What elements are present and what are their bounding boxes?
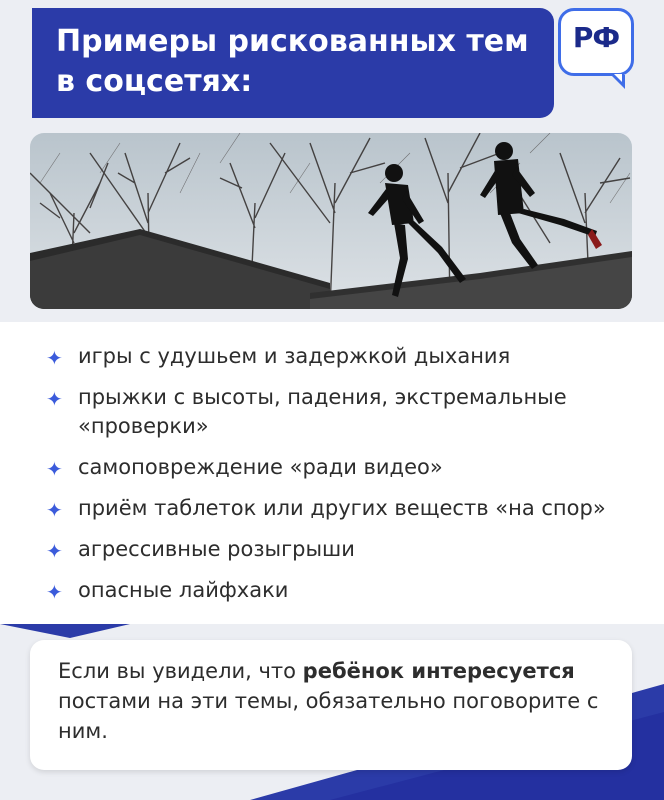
- rf-logo: [558, 8, 634, 76]
- star-bullet-icon: ✦: [46, 457, 63, 481]
- list-item: [0, 494, 664, 523]
- photo-image: [30, 133, 632, 309]
- advice-text: [58, 656, 618, 746]
- rf-logo-text: РФ: [572, 21, 620, 54]
- title-banner: [32, 8, 554, 118]
- list-item-text: прыжки с высоты, падения, экстремальные «проверки»: [78, 385, 567, 438]
- speech-bubble-tail-inner: [614, 74, 622, 82]
- star-bullet-icon: ✦: [46, 346, 63, 370]
- list-item: [0, 576, 664, 605]
- advice-text-end: постами на эти темы, обязательно поговорите с ним.: [58, 689, 599, 743]
- list-item: [0, 342, 664, 371]
- list-item-text: игры с удушьем и задержкой дыхания: [78, 344, 511, 368]
- risky-topics-list: [0, 342, 664, 617]
- advice-card: [30, 640, 632, 770]
- list-item-text: агрессивные розыгрыши: [78, 537, 355, 561]
- list-item: [0, 453, 664, 482]
- list-item-text: приём таблеток или других веществ «на спор»: [78, 496, 606, 520]
- risky-topics-panel: [0, 322, 664, 624]
- list-item-text: самоповреждение «ради видео»: [78, 455, 443, 479]
- star-bullet-icon: ✦: [46, 580, 63, 604]
- star-bullet-icon: ✦: [46, 498, 63, 522]
- page-title: Примеры рискованных тем в соцсетях:: [56, 24, 529, 99]
- list-item: [0, 383, 664, 441]
- list-item: [0, 535, 664, 564]
- star-bullet-icon: ✦: [46, 387, 63, 411]
- advice-text-start: Если вы увидели, что: [58, 659, 303, 683]
- star-bullet-icon: ✦: [46, 539, 63, 563]
- advice-text-emphasis: ребёнок интересуется: [302, 659, 575, 683]
- list-item-text: опасные лайфхаки: [78, 578, 289, 602]
- photo-teens-on-roofs: [30, 133, 632, 309]
